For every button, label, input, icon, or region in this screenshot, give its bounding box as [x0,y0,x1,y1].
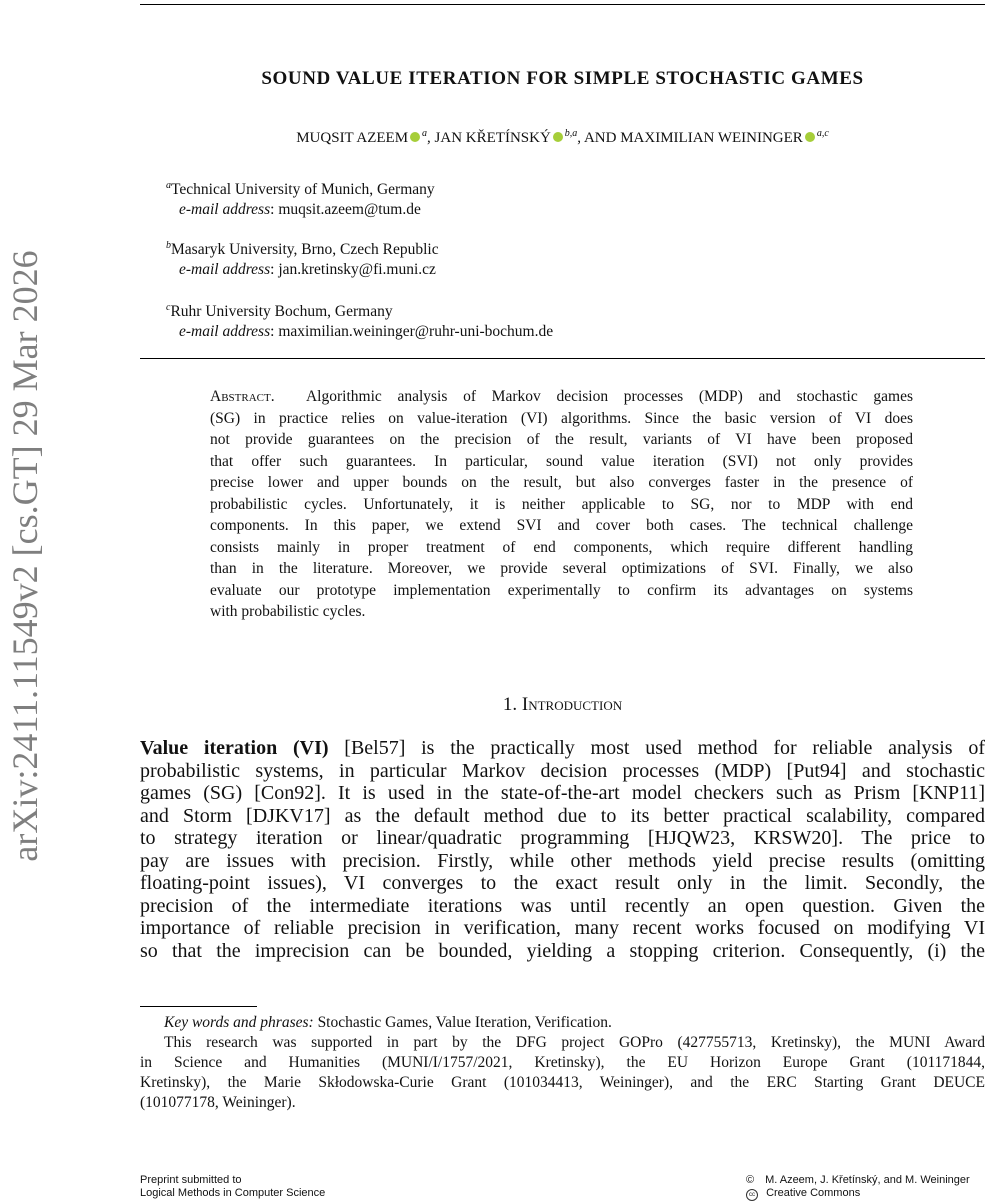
body-text: games (SG) [Con92]. It is used in the state-of-the-art model checkers such as Prism [KNP11] [140,782,985,804]
abstract-line [210,558,913,580]
top-rule [140,4,985,5]
body-text: probabilistic systems, in particular Markov decision processes (MDP) [Put94] and stochastic [140,759,985,782]
abstract-line [210,451,913,473]
body-text: and Storm [DJKV17] as the default method due to its better practical scalability, compared [140,804,985,827]
authors [140,128,985,147]
abstract-text: than in the literature. Moreover, we provide several optimizations of SVI. Finally, we also [210,560,913,577]
creative-commons-icon: cc [746,1189,758,1201]
affiliation: $^c$Ruhr University Bochum, Germany e-mail address: maximilian.weininger@ruhr-uni-bochum.de [166,302,554,341]
abstract-text: consists mainly in proper treatment of end components, which require different handling [210,538,913,556]
email-label: e-mail address [179,201,271,219]
footnotes [140,1013,985,1113]
author-affil-mark: b,a [564,128,578,139]
body-line [140,827,985,850]
license-text[interactable]: Creative Commons [766,1187,861,1199]
body-line [140,850,985,873]
author-affil-mark: a [422,128,428,139]
body-text: pay are issues with precision. Firstly, while other methods yield precise results (omitting [140,849,985,872]
abstract-line [210,386,913,408]
abstract-text: with probabilistic cycles. [210,603,366,620]
keywords-text: Stochastic Games, Value Iteration, Verification. [317,1014,612,1031]
body-text: so that the imprecision can be bounded, yielding a stopping criterion. Consequently, (i) the [140,939,985,962]
body-line [140,940,985,963]
affiliation-mark: b [166,240,171,251]
intro-bold-term: Value iteration (VI) [140,737,329,759]
abstract-text: components. In this paper, we extend SVI and cover both cases. The technical challenge [210,517,913,534]
body-line [140,917,985,940]
email-address[interactable]: jan.kretinsky@fi.muni.cz [278,261,436,279]
body-text: precision of the intermediate iterations was until recently an open question. Given the [140,894,985,917]
abstract-text: that offer such guarantees. In particular, sound value iteration (SVI) not only provides [210,452,913,470]
introduction-body [140,737,985,962]
body-text: [Bel57] is the practically most used method for reliable analysis of [328,737,985,759]
abstract-text: probabilistic cycles. Unfortunately, it is neither applicable to SG, nor to MDP with end [210,495,913,513]
funding-line: Kretinsky), the Marie Skłodowska-Curie Grant (101034413, Weininger), and the ERC Starting Grant DEUCE [140,1074,985,1091]
section-title: Introduction [521,694,623,715]
footnote-rule [140,1006,257,1007]
body-text: importance of reliable precision in verification, many recent works focused on modifying VI [140,917,985,939]
orcid-icon[interactable] [805,132,815,142]
abstract-line [210,515,913,537]
body-text: to strategy iteration or linear/quadratic programming [HJQW23, KRSW20]. The price to [140,827,985,849]
section-heading [140,694,985,716]
body-line [140,805,985,828]
arxiv-identifier: arXiv:2411.11549v2 [cs.GT] 29 Mar 2026 [5,250,45,862]
abstract-text: Algorithmic analysis of Markov decision processes (MDP) and stochastic games [305,388,913,405]
abstract-text: precise lower and upper bounds on the result, but also converges faster in the presence of [210,474,913,491]
email-label: e-mail address [179,323,271,341]
footer-preprint: Preprint submitted to [140,1174,242,1186]
body-line [140,760,985,783]
author-name: MUQSIT AZEEM [296,130,409,146]
footer-right [746,1174,970,1201]
body-line [140,895,985,918]
body-line [140,872,985,895]
institution: Technical University of Munich, Germany [171,181,435,199]
body-line [140,782,985,805]
abstract-text: evaluate our prototype implementation experimentally to confirm its advantages on systems [210,581,913,599]
abstract-line [210,537,913,559]
funding-line: (101077178, Weininger). [140,1094,296,1111]
abstract-text: not provide guarantees on the precision of the result, variants of VI have been proposed [210,431,913,448]
body-text: floating-point issues), VI converges to the exact result only in the limit. Secondly, the [140,872,985,894]
section-number: 1. [502,694,518,715]
keywords [140,1013,985,1033]
author-affil-mark: a,c [816,128,829,139]
orcid-icon[interactable] [410,132,420,142]
paper-title: SOUND VALUE ITERATION FOR SIMPLE STOCHASTIC GAMES [261,68,864,89]
orcid-icon[interactable] [553,132,563,142]
email-address[interactable]: muqsit.azeem@tum.de [278,201,421,219]
institution: Ruhr University Bochum, Germany [170,303,393,321]
abstract-line [210,601,913,623]
email-label: e-mail address [179,261,271,279]
copyright-text: M. Azeem, J. Křetínský, and M. Weininger [765,1174,970,1186]
abstract-text: (SG) in practice relies on value-iteration (VI) algorithms. Since the basic version of VI does [210,409,913,427]
affiliation-mark: c [166,302,171,313]
affiliation-mark: a [166,180,171,191]
funding-line: This research was supported in part by the DFG project GOPro (427755713, Kretinsky), the MUNI Award [164,1034,985,1051]
abstract-line [210,429,913,451]
abstract-line [210,472,913,494]
keywords-label: Key words and phrases: [164,1014,314,1031]
footer-left [140,1174,325,1200]
author-name: , AND MAXIMILIAN WEININGER [577,130,803,146]
author-name: , JAN KŘETÍNSKÝ [427,130,551,146]
copyright-icon: © [746,1174,755,1186]
abstract-label: Abstract. [210,388,275,405]
abstract-line [210,408,913,430]
abstract-line [210,494,913,516]
footer-journal: Logical Methods in Computer Science [140,1187,326,1199]
body-line [140,737,985,760]
abstract-line [210,580,913,602]
email-address[interactable]: maximilian.weininger@ruhr-uni-bochum.de [278,323,554,341]
funding-line: in Science and Humanities (MUNI/I/1757/2021, Kretinsky), the EU Horizon Europe Grant (101171844, [140,1054,985,1071]
affiliation: $^b$Masaryk University, Brno, Czech Republic e-mail address: jan.kretinsky@fi.muni.cz [166,240,439,279]
abstract [210,386,913,623]
affiliation: $^a$Technical University of Munich, Germany e-mail address: muqsit.azeem@tum.de [166,180,435,219]
institution: Masaryk University, Brno, Czech Republic [171,241,439,259]
header-rule [140,358,985,359]
